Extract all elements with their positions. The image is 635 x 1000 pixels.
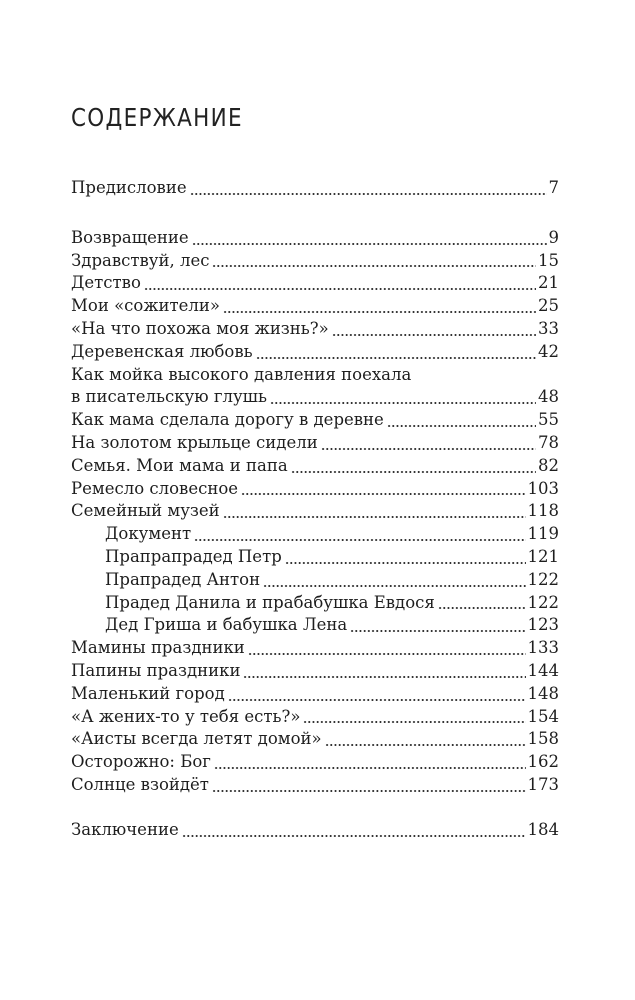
toc-entry-label: Деревенская любовь — [71, 341, 253, 361]
leader-dots — [291, 471, 536, 473]
toc-entry — [71, 250, 559, 273]
leader-dots — [285, 562, 526, 564]
page-title: СОДЕРЖАНИЕ — [71, 103, 243, 132]
toc-entry — [71, 683, 559, 706]
toc-entry-label: Прадед Данила и прабабушка Евдося — [105, 592, 435, 612]
leader-dots — [190, 193, 547, 195]
toc-entry-page: 122 — [527, 569, 559, 589]
toc-entry-label: Осторожно: Бог — [71, 752, 211, 772]
leader-dots — [303, 721, 525, 723]
toc-entry-page: 42 — [538, 341, 559, 361]
leader-dots — [243, 676, 525, 678]
toc-entry-page: 7 — [548, 178, 559, 197]
toc-entry-page: 9 — [548, 227, 559, 247]
toc-entry-label: «Аисты всегда летят домой» — [71, 729, 322, 749]
toc-entry-page: 123 — [527, 615, 559, 635]
toc-entry-page: 55 — [538, 410, 559, 430]
toc-entry-label: Документ — [105, 524, 192, 544]
toc-entry-label: Папины праздники — [71, 660, 241, 680]
toc-entry-label: Прапрадед Антон — [105, 569, 261, 589]
toc-entry — [71, 500, 559, 523]
toc-subentry — [71, 523, 559, 546]
toc-entry-page: 184 — [527, 819, 559, 839]
toc-entry-label: в писательскую глушь — [71, 387, 267, 407]
toc-entry-label: Маленький город — [71, 683, 225, 703]
toc-entry — [71, 751, 559, 774]
toc-entry — [71, 637, 559, 660]
leader-dots — [223, 311, 536, 313]
toc-entry-page: 133 — [527, 638, 559, 658]
toc-entry-page: 154 — [527, 706, 559, 726]
leader-dots — [144, 288, 536, 290]
section-gap — [71, 797, 559, 819]
leader-dots — [194, 539, 525, 541]
leader-dots — [212, 790, 526, 792]
toc-entry-label: «На что похожа моя жизнь?» — [71, 318, 329, 338]
leader-dots — [263, 585, 525, 587]
leader-dots — [192, 243, 547, 245]
toc-entry-page: 162 — [527, 752, 559, 772]
toc-entry — [71, 272, 559, 295]
toc-entry-page: 78 — [538, 432, 559, 452]
toc-entry-page: 25 — [538, 296, 559, 316]
toc-entry-label: Дед Гриша и бабушка Лена — [105, 615, 348, 635]
toc-entry-label-line1: Как мойка высокого давления поехала — [71, 364, 412, 384]
toc-entry-label: Возвращение — [71, 227, 189, 247]
toc-entry-conclusion — [71, 819, 559, 842]
toc-entry — [71, 774, 559, 797]
toc-entry — [71, 409, 559, 432]
toc-entry-label: Ремесло словесное — [71, 478, 239, 498]
leader-dots — [212, 265, 536, 267]
toc-entry — [71, 227, 559, 250]
toc-entry-preface — [71, 177, 559, 200]
toc-subentry — [71, 592, 559, 615]
toc-entry-page: 122 — [527, 592, 559, 612]
leader-dots — [256, 357, 536, 359]
toc-entry — [71, 455, 559, 478]
toc-entry-page: 118 — [527, 501, 559, 521]
toc-entry-label: Мои «сожители» — [71, 296, 220, 316]
toc-entry-label: Заключение — [71, 819, 179, 839]
toc-entry-page: 144 — [527, 660, 559, 680]
toc-entry-label: «А жених-то у тебя есть?» — [71, 706, 301, 726]
toc-entry-label: Семейный музей — [71, 501, 220, 521]
leader-dots — [182, 835, 526, 837]
toc-entry — [71, 341, 559, 364]
toc-entry-label: Предисловие — [71, 178, 187, 197]
toc-entry-label: Как мама сделала дорогу в деревне — [71, 410, 384, 430]
leader-dots — [214, 767, 526, 769]
toc-entry-page: 121 — [527, 546, 559, 566]
toc-entry — [71, 660, 559, 683]
toc-entry-page: 103 — [527, 478, 559, 498]
toc-entry — [71, 318, 559, 341]
toc-entry-label: Мамины праздники — [71, 638, 245, 658]
toc-entry-page: 21 — [538, 273, 559, 293]
toc-entry-label: Детство — [71, 273, 141, 293]
toc-entry — [71, 432, 559, 455]
toc-entry-page: 148 — [527, 683, 559, 703]
leader-dots — [321, 448, 536, 450]
toc-entry-page: 173 — [527, 774, 559, 794]
toc-entry-label: Здравствуй, лес — [71, 250, 210, 270]
toc-entry — [71, 728, 559, 751]
leader-dots — [325, 744, 526, 746]
toc-entry-page: 119 — [527, 524, 559, 544]
toc-entry-page: 15 — [538, 250, 559, 270]
toc-entry — [71, 706, 559, 729]
leader-dots — [241, 493, 525, 495]
leader-dots — [438, 607, 526, 609]
leader-dots — [228, 699, 526, 701]
toc-entry-page: 82 — [538, 455, 559, 475]
table-of-contents — [71, 177, 559, 842]
leader-dots — [387, 425, 536, 427]
toc-entry-page: 158 — [527, 729, 559, 749]
toc-entry-label: На золотом крыльце сидели — [71, 432, 318, 452]
leader-dots — [332, 334, 536, 336]
toc-entry-label: Солнце взойдёт — [71, 774, 209, 794]
toc-entry — [71, 478, 559, 501]
toc-entry-label: Семья. Мои мама и папа — [71, 455, 288, 475]
leader-dots — [270, 402, 536, 404]
toc-entry-page: 33 — [538, 318, 559, 338]
leader-dots — [248, 653, 526, 655]
toc-entry — [71, 386, 559, 409]
leader-dots — [350, 630, 525, 632]
toc-entry-label: Прапрапрадед Петр — [105, 546, 282, 566]
toc-subentry — [71, 546, 559, 569]
section-gap — [71, 200, 559, 227]
toc-entry-page: 48 — [538, 387, 559, 407]
toc-subentry — [71, 569, 559, 592]
leader-dots — [223, 516, 526, 518]
toc-entry — [71, 295, 559, 318]
toc-subentry — [71, 614, 559, 637]
